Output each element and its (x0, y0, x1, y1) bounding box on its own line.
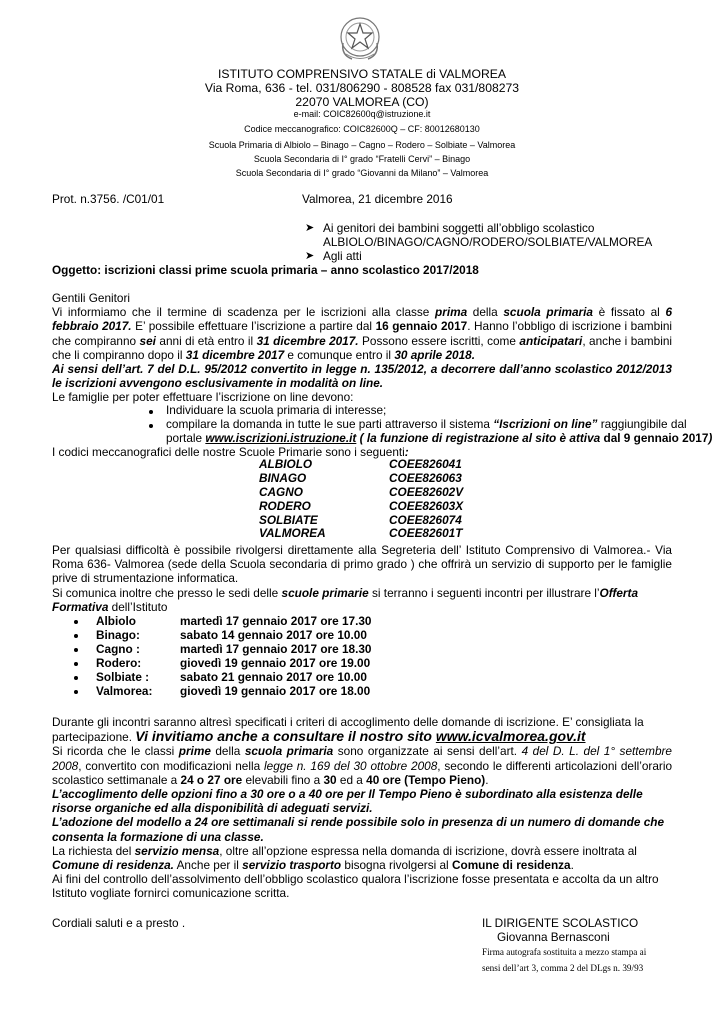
school-email: e-mail: COIC82600q@istruzione.it (293, 109, 431, 119)
italian-republic-emblem (338, 13, 382, 63)
place-date: Valmorea, 21 dicembre 2016 (302, 192, 453, 206)
step-choose-school: Individuare la scuola primaria di interesse; (166, 403, 387, 417)
signature-note-2: sensi dell’art 3, comma 2 del DLgs n. 39/93 (482, 963, 644, 973)
arrow-bullet-icon: ➤ (305, 222, 315, 234)
deadline-paragraph: Vi informiamo che il termine di scadenza per le iscrizioni alla classe prima della scuola primaria è fissato al 6 febbraio 2017. E’ possibile effettuare l’iscrizione a partire dal 16 gennaio 2017. Hanno l’obbligo di iscrizione i bambini che compiranno sei anni di età entro il 31 dicembre 2017. Possono essere iscritti, come anticipatari, anche i bambini che li compiranno dopo il 31 dicembre 2017 e comunque entro il 30 aprile 2018. (52, 305, 673, 362)
step-fill-form: compilare la domanda in tutte le sue parti attraverso il sistema “Iscrizioni on line” raggiungibile dal (166, 417, 687, 431)
codes-intro: I codici meccanografici delle nostre Scuole Primarie sono i seguenti: (52, 445, 409, 459)
support-paragraph: Per qualsiasi difficoltà è possibile rivolgersi direttamente alla Segreteria dell’ Istituto Comprensivo di Valmorea.- Via Roma 636- Valmorea (sede della Scuola secondaria di primo grado ) che offrirà un servizio di supporto per le famiglie prive di strumentazione informatica. (52, 543, 672, 586)
bullet-icon (149, 410, 153, 414)
families-line: Le famiglie per poter effettuare l’iscrizione on line devono: (52, 390, 354, 405)
subject-line: Oggetto: iscrizioni classi prime scuola primaria – anno scolastico 2017/2018 (52, 263, 479, 277)
school-codes: Codice meccanografico: COIC82600Q – CF: 80012680130 (244, 124, 480, 134)
criteria-paragraph: Durante gli incontri saranno altresì specificati i criteri di accoglimento delle domande di iscrizione. E’ consigliata la partecipazione. Vi invitiamo anche a consultare il nostro sito www.icvalmorea.gov.it (52, 715, 644, 745)
secondary-school-1: Scuola Secondaria di I° grado “Fratelli Cervi” – Binago (253, 154, 471, 164)
document-page: ISTITUTO COMPRENSIVO STATALE di VALMOREA Via Roma, 636 - tel. 031/806290 - 808528 fax 031/808273 22070 VALMOREA (CO) e-mail: COIC82600q@istruzione.it Codice meccanografico: COIC82600Q – CF: 80012680130 Scuola Primaria di Albiolo – Binago – Cagno – Rodero – Solbiate – Valmorea Scuola Secondaria di I° grado “Fratelli Cervi” – Binago Scuola Secondaria di I° grado “Giovanni da Milano” – Valmorea Prot. n.3756. /C01/01 Valmorea, 21 dicembre 2016 ➤ Ai genitori dei bambini soggetti all’obbligo scolastico ALBIOLO/BINAGO/CAGNO/RODERO/SOLBIATE/VALMOREA ➤ Agli atti Oggetto: iscrizioni classi prime scuola primaria – anno scolastico 2017/2018 Gentili Genitori Vi informiamo che il termine di scadenza per le iscrizioni alla classe prima della scuola primaria è fissato al 6 febbraio 2017. E’ possibile effettuare l’iscrizione a partire dal 16 gennaio 2017. Hanno l’obbligo di iscrizione i bambini che compiranno sei anni di età entro il 31 dicembre 2017. Possono essere iscritti, come anticipatari, anche i bambini che li compiranno dopo il 31 dicembre 2017 e comunque entro il 30 aprile 2018. Ai sensi dell’art. 7 del D.L. 95/2012 convertito in legge n. 135/2012, a decorrere dall’anno scolastico 2012/2013 le iscrizioni avvengono esclusivamente in modalità on line. Le famiglie per poter effettuare l’iscrizione on line devono: Individuare la scuola primaria di interesse; compilare la domanda in tutte le sue parti attraverso il sistema “Iscrizioni on line” raggiungibile dal portale www.iscrizioni.istruzione.it ( la funzione di registrazione al sito è attiva dal 9 gennaio 2017) I codici meccanografici delle nostre Scuole Primarie sono i seguenti: ALBIOLO COEE826041 BINAGO COEE826063 CAGNO COEE82602V RODERO COEE82603X SOLBIATE COEE826074 VALMOREA COEE82601T Per qualsiasi difficoltà è possibile rivolgersi direttamente alla Segreteria dell’ Istituto Comprensivo di Valmorea.- Via Roma 636- Valmorea (sede della Scuola secondaria di primo grado ) che offrirà un servizio di supporto per le famiglie prive di strumentazione informatica. Si comunica inoltre che presso le sedi delle scuole primarie si terranno i seguenti incontri per illustrare l’Offerta Formativa dell’Istituto Albiolo martedì 17 gennaio 2017 ore 17.30 Binago: sabato 14 gennaio 2017 ore 10.00 Cagno : martedì 17 gennaio 2017 ore 18.30 Rodero: giovedì 19 gennaio 2017 ore 19.00 Solbiate : sabato 21 gennaio 2017 ore 10.00 Valmorea: giovedì 19 gennaio 2017 ore 18.00 Durante gli incontri saranno altresì specificati i criteri di accoglimento delle domande di iscrizione. E’ consigliata la partecipazione. Vi invitiamo anche a consultare il nostro sito www.icvalmorea.gov.it Si ricorda che le classi prime della scuola primaria sono organizzate ai sensi dell’art. 4 del D. L. del 1° settembre 2008, convertito con modificazioni nella legge n. 169 del 30 ottobre 2008, secondo le differenti articolazioni dell’orario scolastico settimanale a 24 o 27 ore elevabili fino a 30 ed a 40 ore (Tempo Pieno). L’accoglimento delle opzioni fino a 30 ore o a 40 ore per Il Tempo Pieno è subordinato alla esistenza delle risorse organiche ed alla disponibilità di adeguati servizi. L’adozione del modello a 24 ore settimanali si rende possibile solo in presenza di un numero di domande che consenta la formazione di una classe. La richiesta del servizio mensa, oltre all’opzione espressa nella domanda di iscrizione, dovrà essere inoltrata al Comune di residenza. Anche per il servizio trasporto bisogna rivolgersi al Comune di residenza. Ai fini del controllo dell’assolvimento dell’obbligo scolastico qualora l’iscrizione fosse presentata e accolta da un altro Istituto vogliate fornirci comunicazione scritta. Cordiali saluti e a presto . IL DIRIGENTE SCOLASTICO Giovanna Bernasconi Firma autografa sostituita a mezzo stampa ai sensi dell’art 3, comma 2 del DLgs n. 39/93 (0, 0, 724, 1024)
portal-link[interactable]: www.iscrizioni.istruzione.it (205, 431, 357, 445)
signer-name: Giovanna Bernasconi (497, 930, 610, 944)
recipient-parents: Ai genitori dei bambini soggetti all’obbligo scolastico (323, 221, 595, 235)
school-address: Via Roma, 636 - tel. 031/806290 - 808528 fax 031/808273 (204, 81, 520, 95)
school-city: 22070 VALMOREA (CO) (295, 95, 429, 109)
letter-body-intro (52, 291, 672, 405)
arrow-bullet-icon: ➤ (305, 250, 315, 262)
recipient-records: Agli atti (323, 249, 362, 263)
signer-title: IL DIRIGENTE SCOLASTICO (482, 916, 639, 930)
bullet-icon (74, 662, 78, 666)
secondary-school-2: Scuola Secondaria di I° grado “Giovanni da Milano” – Valmorea (235, 168, 489, 178)
bullet-icon (74, 690, 78, 694)
signature-note-1: Firma autografa sostituita a mezzo stampa ai (482, 947, 647, 957)
model-24-paragraph: L’adozione del modello a 24 ore settimanali si rende possibile solo in presenza di un numero di domande che consenta la formazione di una classe. (52, 815, 665, 844)
organization-paragraph: Si ricorda che le classi prime della scuola primaria sono organizzate ai sensi dell’art. 4 del D. L. del 1° settembre 2008, convertito con modificazioni nella legge n. 169 del 30 ottobre 2008, secondo le differenti articolazioni dell’orario scolastico settimanale a 24 o 27 ore elevabili fino a 30 ed a 40 ore (Tempo Pieno). (52, 744, 673, 787)
bullet-icon (74, 620, 78, 624)
closing-section (52, 715, 672, 901)
law-paragraph: Ai sensi dell’art. 7 del D.L. 95/2012 convertito in legge n. 135/2012, a decorrere dall’anno scolastico 2012/2013 le iscrizioni avvengono esclusivamente in modalità on line. (52, 362, 672, 391)
school-website-link[interactable]: www.icvalmorea.gov.it (435, 728, 586, 745)
bullet-icon (74, 634, 78, 638)
support-section (52, 543, 672, 614)
greeting: Gentili Genitori (52, 291, 131, 305)
regards: Cordiali saluti e a presto . (52, 916, 186, 930)
recipient-schools: ALBIOLO/BINAGO/CAGNO/RODERO/SOLBIATE/VALMOREA (323, 235, 653, 249)
bullet-icon (74, 676, 78, 680)
options-paragraph: L’accoglimento delle opzioni fino a 30 ore o a 40 ore per Il Tempo Pieno è subordinato alla esistenza delle risorse organiche ed alla disponibilità di adeguati servizi. (52, 787, 643, 816)
bullet-icon (74, 648, 78, 652)
step-portal: portale www.iscrizioni.istruzione.it ( la funzione di registrazione al sito è attiva dal 9 gennaio 2017) (166, 431, 713, 445)
control-paragraph: Ai fini del controllo dell’assolvimento dell’obbligo scolastico qualora l’iscrizione fosse presentata e accolta da un altro Istituto vogliate fornirci comunicazione scritta. (52, 872, 659, 901)
protocol-number: Prot. n.3756. /C01/01 (52, 192, 165, 206)
school-name: ISTITUTO COMPRENSIVO STATALE di VALMOREA (217, 67, 507, 81)
services-paragraph: La richiesta del servizio mensa, oltre all’opzione espressa nella domanda di iscrizione, dovrà essere inoltrata al Comune di residenza. Anche per il servizio trasporto bisogna rivolgersi al Comune di residenza. (52, 843, 637, 873)
meetings-intro: Si comunica inoltre che presso le sedi delle scuole primarie si terranno i seguenti incontri per illustrare l’Offerta Formativa dell’Istituto (52, 585, 639, 614)
primary-schools: Scuola Primaria di Albiolo – Binago – Cagno – Rodero – Solbiate – Valmorea (208, 140, 516, 150)
bullet-icon (149, 424, 153, 428)
